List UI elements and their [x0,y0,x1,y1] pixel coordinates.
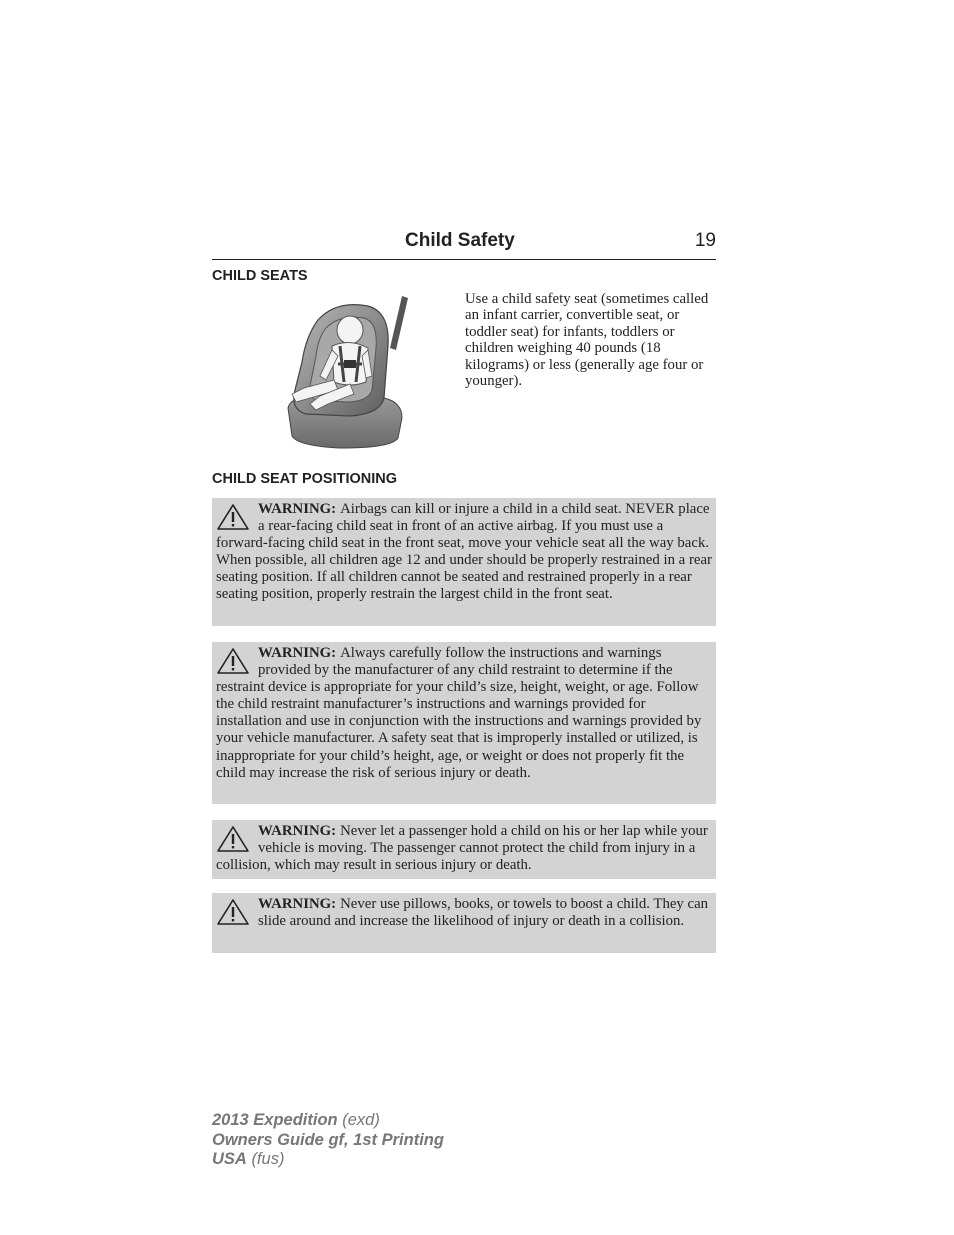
warning-triangle-icon [216,898,250,926]
warning-triangle-icon [216,647,250,675]
warning-box-lap-holding [212,820,716,879]
footer-guide-line [212,1131,444,1151]
warning-box-manufacturer-instructions [212,642,716,804]
child-safety-seat-illustration [280,290,420,452]
section-heading-child-seats: CHILD SEATS [212,268,308,284]
warning-label: WARNING: [258,645,337,661]
warning-text: Never let a passenger hold a child on his or her lap while your vehicle is moving. The passenger cannot protect the child from injury in a collision, which may result in serious injury or death. [216,823,708,874]
warning-triangle-icon [216,825,250,853]
warning-label: WARNING: [258,823,337,839]
footer-guide: Owners Guide gf, 1st Printing [212,1130,444,1149]
footer-market-line [212,1150,444,1170]
page-number: 19 [694,230,716,251]
page-header [212,228,716,260]
child-seats-description: Use a child safety seat (sometimes called an infant carrier, convertible seat, or toddler seat) for infants, toddlers or children weighing 40 pounds (18 kilograms) or less (generally age four or younger). [465,291,709,390]
warning-label: WARNING: [258,501,337,517]
footer-model: 2013 Expedition [212,1111,338,1129]
warning-text: Never use pillows, books, or towels to boost a child. They can slide around and increase the likelihood of injury or death in a collision. [258,896,709,930]
warning-text: Airbags can kill or injure a child in a child seat. NEVER place a rear-facing child seat in front of an active airbag. If you must use a forward-facing child seat in the front seat, move your vehicle seat all the way back. When possible, all children age 12 and under should be properly restrained in a rear seating position. If all children cannot be seated and restrained properly in a rear seating position, properly restrain the largest child in the front seat. [216,501,712,603]
warning-box-airbag [212,498,716,626]
warning-triangle-icon [216,503,250,531]
warning-text: Always carefully follow the instructions and warnings provided by the manufacturer of any child restraint to determine if the restraint device is appropriate for your child’s size, height, weight, or age. Follow the child restraint manufacturer’s instructions and warnings provided for installation and use in conjunction with the instructions and warnings provided by your vehicle manufacturer. A safety seat that is improperly installed or utilized, is inappropriate for your child’s height, age, or weight or does not properly fit the child may increase the risk of serious injury or death. [216,645,702,781]
section-heading-child-seat-positioning: CHILD SEAT POSITIONING [212,471,398,487]
chapter-title: Child Safety [405,230,515,251]
warning-box-boosting [212,893,716,953]
footer-market-code: (fus) [251,1150,285,1168]
footer-market: USA [212,1150,247,1168]
footer-model-code: (exd) [342,1111,380,1129]
warning-label: WARNING: [258,896,337,912]
footer-model-line [212,1111,444,1131]
page-footer [212,1111,444,1170]
